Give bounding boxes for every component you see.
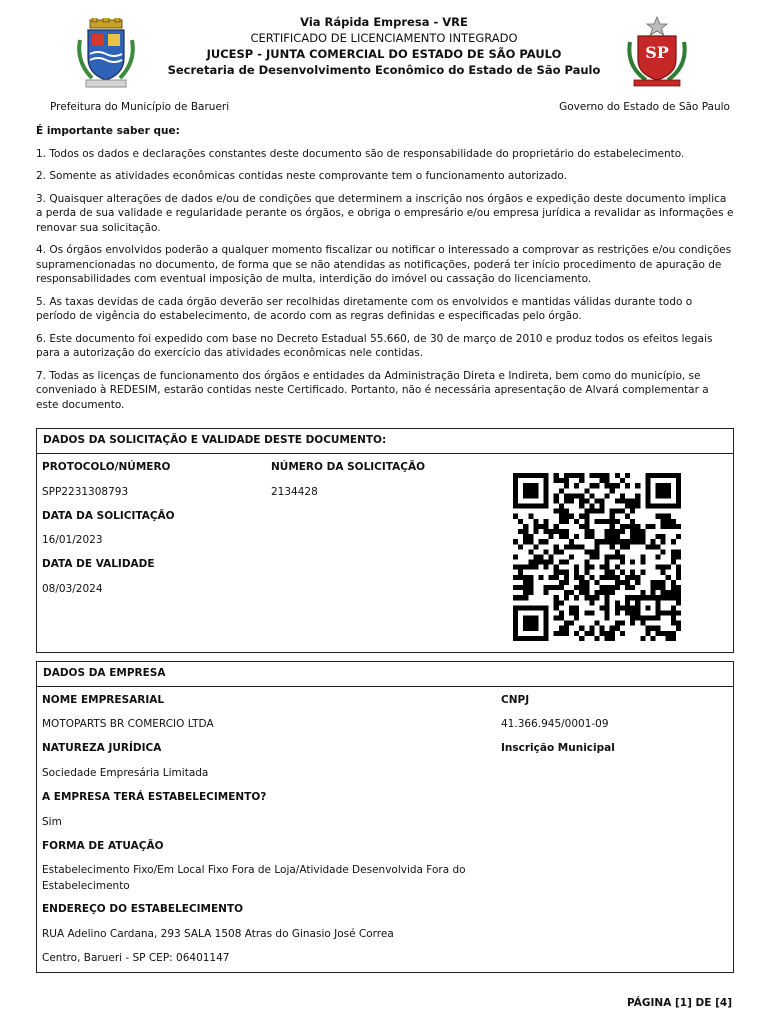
- estabelecimento-label: A EMPRESA TERÁ ESTABELECIMENTO?: [42, 791, 267, 803]
- note-item: 6. Este documento foi expedido com base no Decreto Estadual 55.660, de 30 de março de 2010 e produz todos os efeitos legais para a autorização do exercício das atividades econômicas nele contidas.: [36, 332, 713, 359]
- natureza-juridica-label: NATUREZA JURÍDICA: [42, 742, 162, 754]
- empresa-title: DADOS DA EMPRESA: [37, 662, 733, 687]
- notes-heading: É importante saber que:: [36, 125, 180, 137]
- header-line-2: CERTIFICADO DE LICENCIAMENTO INTEGRADO: [250, 31, 518, 45]
- data-validade-label: DATA DE VALIDADE: [42, 558, 155, 570]
- numero-solicitacao-value: 2134428: [271, 486, 318, 498]
- protocolo-label: PROTOCOLO/NÚMERO: [42, 461, 171, 473]
- note-item: 1. Todos os dados e declarações constantes deste documento são de responsabilidade do proprietário do estabelecimento.: [36, 147, 685, 160]
- qr-code-icon: [513, 473, 681, 641]
- natureza-juridica-value: Sociedade Empresária Limitada: [42, 767, 209, 779]
- cnpj-value: 41.366.945/0001-09: [501, 718, 609, 730]
- note-item: 5. As taxas devidas de cada órgão deverão ser recolhidas diretamente com os envolvidos e mantidas válidas durante todo o período de vigência do estabelecimento, de acordo com as regras definidas e especificadas pelo órgão.: [36, 295, 693, 322]
- note-item: 2. Somente as atividades econômicas contidas neste comprovante tem o funcionamento autorizado.: [36, 170, 567, 182]
- endereco-label: ENDEREÇO DO ESTABELECIMENTO: [42, 903, 244, 915]
- protocolo-value: SPP2231308793: [42, 486, 129, 498]
- header-line-3: JUCESP - JUNTA COMERCIAL DO ESTADO DE SÃO PAULO: [206, 47, 562, 61]
- note-item: 7. Todas as licenças de funcionamento dos órgãos e entidades da Administração Direta e Indireta, bem como do município, se conveniado à REDESIM, estarão contidas neste Certificado. Portanto, não é necessária apresentação de Alvará complementar a este documento.: [36, 369, 709, 411]
- estabelecimento-value: Sim: [42, 816, 62, 828]
- endereco-value-line-1: RUA Adelino Cardana, 293 SALA 1508 Atras do Ginasio José Correa: [42, 928, 394, 940]
- page-number: PÁGINA [1] DE [4]: [627, 997, 732, 1009]
- forma-atuacao-value-line-1: Estabelecimento Fixo/Em Local Fixo Fora de Loja/Atividade Desenvolvida Fora do: [42, 864, 466, 876]
- inscricao-municipal-label: Inscrição Municipal: [501, 742, 615, 754]
- endereco-value-line-2: Centro, Barueri - SP CEP: 06401147: [42, 952, 230, 964]
- solicitacao-section: [36, 428, 734, 653]
- numero-solicitacao-label: NÚMERO DA SOLICITAÇÃO: [271, 461, 426, 473]
- empresa-section: [36, 661, 734, 973]
- header-line-1: Via Rápida Empresa - VRE: [300, 15, 468, 29]
- forma-atuacao-value-line-2: Estabelecimento: [42, 880, 130, 892]
- data-validade-value: 08/03/2024: [42, 583, 103, 595]
- important-notes: [36, 124, 734, 420]
- prefeitura-label: Prefeitura do Município de Barueri: [50, 101, 230, 113]
- data-solicitacao-label: DATA DA SOLICITAÇÃO: [42, 510, 175, 522]
- data-solicitacao-value: 16/01/2023: [42, 534, 103, 546]
- header-line-4: Secretaria de Desenvolvimento Econômico do Estado de São Paulo: [167, 63, 601, 77]
- governo-label: Governo do Estado de São Paulo: [559, 101, 730, 113]
- nome-empresarial-value: MOTOPARTS BR COMERCIO LTDA: [42, 718, 214, 730]
- forma-atuacao-label: FORMA DE ATUAÇÃO: [42, 840, 164, 852]
- nome-empresarial-label: NOME EMPRESARIAL: [42, 694, 165, 706]
- solicitacao-title: DADOS DA SOLICITAÇÃO E VALIDADE DESTE DOCUMENTO:: [37, 429, 733, 454]
- sp-logo-text: SP: [645, 43, 669, 62]
- note-item: 4. Os órgãos envolvidos poderão a qualquer momento fiscalizar ou notificar o interessado a comprovar as restrições e/ou condições supramencionadas no documento, de forma que se não atendidas as notificações, poderá ter início procedimento de apuração de responsabilidades com eventual imposição de multa, interdição do imóvel ou cassação do licenciamento.: [36, 244, 732, 285]
- sao-paulo-coat-of-arms-icon: [624, 16, 690, 88]
- note-item: 3. Quaisquer alterações de dados e/ou de condições que determinem a inscrição nos órgãos e expedição deste documento implica a perda de sua validade e regularidade perante os órgãos, e obriga o empresário e/ou empresa jurídica a revalidar as informações e renovar sua solicitação.: [36, 192, 734, 234]
- cnpj-label: CNPJ: [501, 694, 530, 706]
